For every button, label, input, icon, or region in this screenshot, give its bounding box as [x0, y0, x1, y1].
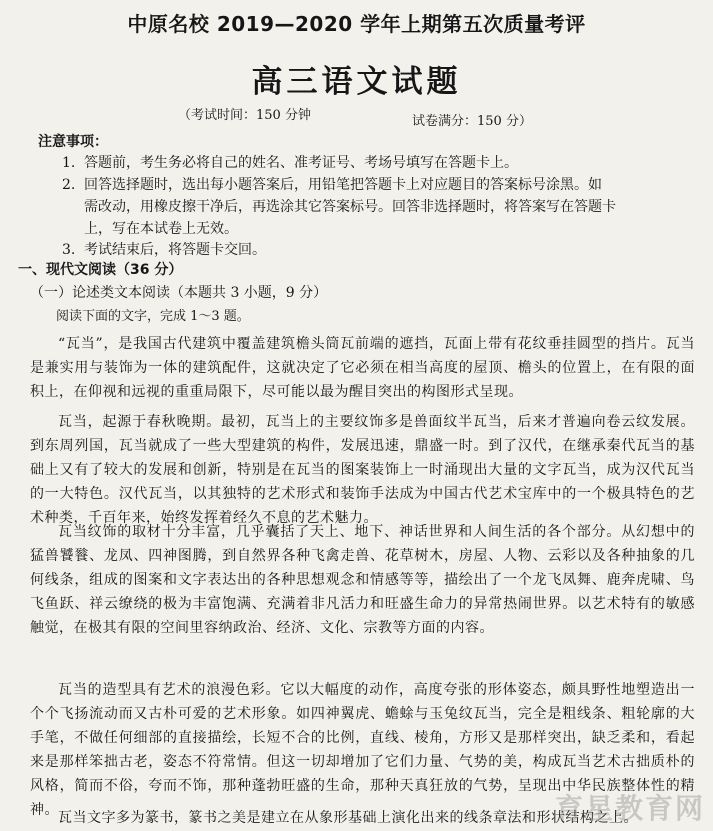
notice-item [62, 174, 702, 240]
section-heading: 一、现代文阅读（36 分） [18, 262, 183, 278]
notice-item [62, 152, 702, 174]
subsection-heading: （一）论述类文本阅读（本题共 3 小题，9 分） [30, 285, 328, 301]
passage-paragraph: 瓦当纹饰的取材十分丰富，几乎囊括了天上、地下、神话世界和人间生活的各个部分。从幻想中的猛兽饕餮、龙凤、四神图腾，到自然界各种飞禽走兽、花草树木，房屋、人物、云彩以及各种抽象的几何线条，组成的图案和文字表达出的各种思想观念和情感等等，描绘出了一个龙飞凤舞、鹿奔虎啸、鸟飞鱼跃、祥云缭绕的极为丰富饱满、充满着非凡活力和旺盛生命力的异常热闹世界。以艺术特有的敏感触觉，在极其有限的空间里容纳政治、经济、文化、宗教等方面的内容。 [30, 524, 695, 636]
passage-paragraph: 瓦当的造型具有艺术的浪漫色彩。它以大幅度的动作，高度夸张的形体姿态，颇具野性地塑造出一个个飞扬流动而又古朴可爱的艺术形象。如四神翼虎、蟾蜍与玉兔纹瓦当，完全是粗线条、粗轮廓的大手笔，不做任何细部的直接描绘，长短不合的比例，直线、棱角，方形又是那样突出，缺乏柔和，看起来是那样笨拙古老，姿态不符常情。但这一切却增加了它们力量、气势的美，构成瓦当艺术古拙质朴的风格，简而不俗，夸而不饰，那种蓬勃旺盛的生命，那种天真狂放的气势，呈现出中华民族整体性的精神。 [30, 682, 695, 818]
notice-item-number: 1. [62, 155, 76, 171]
exam-time: （考试时间：150 分钟 [178, 108, 311, 123]
passage-paragraph: 瓦当，起源于春秋晚期。最初，瓦当上的主要纹饰多是兽面纹半瓦当，后来才普遍向卷云纹发展。到东周列国，瓦当就成了一些大型建筑的构件，发展迅速，鼎盛一时。到了汉代，在继承秦代瓦当的基础上又有了较大的发展和创新，特别是在瓦当的图案装饰上一时涌现出大量的文字瓦当，成为汉代瓦当的一大特色。汉代瓦当，以其独特的艺术形式和装饰手法成为中国古代艺术宝库中的一个极具特色的艺术种类，千百年来，始终发挥着经久不息的艺术魅力。 [30, 414, 695, 526]
notice-item-text: 考试结束后，将答题卡交回。 [84, 242, 266, 258]
notice-item-number: 2. [62, 177, 76, 193]
reading-instruction: 阅读下面的文字，完成 1～3 题。 [56, 309, 250, 324]
notice-item-number: 3. [62, 242, 76, 258]
school-title: 中原名校 2019—2020 学年上期第五次质量考评 [127, 12, 586, 36]
notice-item-text-cont: 上，写在本试卷上无效。 [84, 221, 238, 237]
passage-paragraph: 瓦当文字多为篆书，篆书之美是建立在从象形基础上演化出来的线条章法和形状结构之上。 [58, 810, 638, 826]
notice-item [62, 239, 702, 261]
notice-heading: 注意事项： [38, 134, 108, 150]
notice-item-text-cont: 需改动，用橡皮擦干净后，再选涂其它答案标号。回答非选择题时，将答案写在答题卡 [84, 199, 616, 215]
passage-paragraph: “瓦当”，是我国古代建筑中覆盖建筑檐头筒瓦前端的遮挡，瓦面上带有花纹垂挂圆型的挡片。瓦当是兼实用与装饰为一体的建筑配件，这就决定了它必须在相当高度的屋顶、檐头的位置上，在有限的面积上，在仰视和远视的重重局限下，尽可能以最为醒目突出的构图形式呈现。 [30, 336, 695, 400]
notice-item-text: 回答选择题时，选出每小题答案后，用铅笔把答题卡上对应题目的答案标号涂黑。如 [84, 177, 602, 193]
exam-score: 试卷满分：150 分） [412, 114, 532, 129]
watermark: 育星教育网 [554, 792, 705, 825]
notice-item-text: 答题前，考生务必将自己的姓名、准考证号、考场号填写在答题卡上。 [84, 155, 518, 171]
exam-title: 高三语文试题 [251, 64, 462, 100]
